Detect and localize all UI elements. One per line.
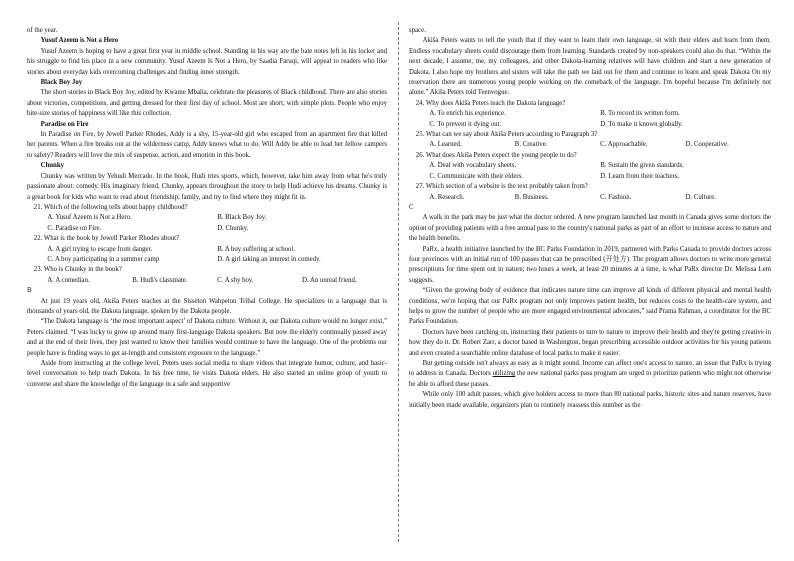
option-24b: B. To record its written form. [600,110,680,118]
question-26-options [409,161,771,171]
question-23-options [27,276,387,286]
question-24-stem: 24. Why does Akiša Peters teach the Dakota language? [415,99,566,107]
option-26d: D. Learn from their teachers. [600,172,680,180]
continuation-line: of the year. [27,27,58,34]
option-21a: A. Yusuf Azeem is Not a Hero. [47,214,132,222]
option-27a: A. Research. [429,193,465,201]
book-review-yusuf: Yusuf Azeem is hoping to have a great first year in middle school. Standing in his way are the hate notes left in his locker and his struggle to find his place in a new community. Yusuf Azeem Is Not a Hero, by Saadia Faruqi, will appeal to readers who like stories about everyday kids overcoming challenges and finding inner strength. [27,47,387,76]
question-21-stem: 21. Which of the following tells about happy childhood? [33,203,188,211]
option-23b: B. Hudi's classmate. [132,276,188,284]
option-22d: D. A girl taking an interest in comedy. [217,255,321,263]
question-23-stem: 23. Who is Chunky in the book? [33,266,122,274]
option-24c: C. To prevent it dying out. [429,120,502,128]
akisa-paragraph-4: Akiša Peters wants to tell the youth that if they want to learn their own language, sit with their elders and learn from them. Endless vocabulary sheets could discourage them from learning. Standards created by non-speakers could also do that. “Within the next decade, I assume, me, my colleagues, and other Dakota-learning relatives will have children and start a new generation of Dakota. I also hope my brothers and sisters will take the path we laid out for them and continue to learn and speak Dakota On my reservation there are numerous young people working on the comeback of the language. I'm hopeful because I'm definitely not alone.” Akiša Peters told Teenvogue. [409,37,771,97]
option-21c: C. Paradise on Fire. [47,224,102,232]
option-26c: C. Communicate with their elders. [429,172,524,180]
right-column [409,26,771,411]
question-26-stem: 26. What does Akiša Peters expect the young people to do? [415,151,577,159]
continuation-line-right: space. [409,27,426,34]
question-22-stem: 22. What is the book by Jewell Parker Rhodes about? [33,235,180,243]
question-22-options-2 [27,255,387,265]
option-25c: C. Approachable. [600,141,648,149]
question-24-options [409,109,771,119]
park-paragraph-5 [409,359,771,390]
question-27-options [409,193,771,203]
book-review-black-boy-joy: The short stories in Black Boy Joy, edited by Kwame Mbalia, celebrate the pleasures of Black childhood. There are also stories about victories, competitions, and getting dressed for their first day of school. Most are short, with simple plots. People who enjoy bite-size stories of happiness will like this collection. [27,89,387,118]
option-21b: B. Black Boy Joy. [217,214,267,222]
option-26b: B. Sustain the given standards. [600,162,685,170]
park-paragraph-2: PaRx, a health initiative launched by the BC Parks Foundation in 2019, partnered with Parks Canada to provide doctors across four provinces with an initial run of 100 passes that can be prescribed (开处方). The program allows doctors to write more general prescriptions for time spent out in nature; two hours a week, at least 20 minutes at a time, is what PaRx director Dr. Melissa Lem suggests. [409,245,771,284]
section-answer-c: C [409,203,414,211]
option-27b: B. Business. [514,193,549,201]
question-26-options-2 [409,172,771,182]
book-review-chunky: Chunky was written by Yehudi Mercado. In the book, Hudi tries sports, which, however, take him away from what he's truly passionate about: comedy. His imaginary friend, Chunky, appears throughout the story to help Hudi achieve his dreams. Chunky is a great book for kids who want to read about friendship, family, and try to find where they might fit in. [27,172,387,201]
option-25d: D. Cooperative. [685,141,729,149]
book-title-chunky: Chunky [40,162,65,170]
question-21-options [27,213,387,223]
question-22-options [27,245,387,255]
option-22c: C. A boy participating in a summer camp [47,255,160,263]
book-review-paradise: In Paradise on Fire, by Jewell Parker Rhodes, Addy is a shy, 15-year-old girl who escaped from an apartment fire that killed her parents. When a fire breaks out at the wilderness camp, Addy knows what to do. Will Addy be able to lead her fellow campers to safety? Readers will love the mix of suspense, action, and emotion in this book. [27,131,387,159]
option-25b: B. Creative. [514,141,548,149]
option-23c: C. A shy boy. [217,276,254,284]
book-title-paradise: Paradise on Fire [40,120,89,128]
option-22b: B. A boy suffering at school. [217,245,296,253]
column-divider [398,22,399,542]
option-24a: A. To enrich his experience. [429,110,506,118]
question-27-stem: 27. Which section of a website is the text probably taken from? [415,183,588,191]
option-24d: D. To make it known globally. [600,120,683,128]
akisa-paragraph-3: Aside from instructing at the college level, Peters uses social media to share videos that integrate humor, culture, and basic-level conversation to help teach Dakota. In his free time, he visits Dakota elders. He also started an online group of youth to converse and share the knowledge of the language in a safe and supportive [27,360,387,388]
park-paragraph-1: A walk in the park may be just what the doctor ordered. A new program launched last month in Canada gives some doctors the option of providing patients with a free annual pass to the country's national parks as part of an effort to increase access to nature and the health benefits. [409,214,771,243]
akisa-paragraph-2: “The Dakota language is ‘the most important aspect’ of Dakota culture. Without it, our Dakota culture would no longer exist,” Peters claimed. “I was lucky to grow up around many first-language Dakota speakers. But now the elderly continually passed away and at the end of their lives, they just wanted to know their families would continue to have the language. One of the problems our people have is finding ways to get at-length and consistent exposure to the language.” [27,318,387,357]
question-25-options [409,140,771,150]
book-title-black-boy-joy: Black Boy Joy [40,79,83,87]
question-21-options-2 [27,224,387,234]
park-paragraph-3: “Given the growing body of evidence that indicates nature time can improve all kinds of different physical and mental health conditions, we're hoping that our PaRx program not only improves patient health, but reduces costs to the health-care system, and helps to grow the number of people who are more engaged environmental advocates,” said Prama Rahman, a coordinator for the BC Parks Foundation. [409,287,771,326]
option-27d: D. Culture. [685,193,716,201]
option-23a: A. A comedian. [47,276,90,284]
question-24-options-2 [409,120,771,130]
option-27c: C. Fashion. [600,193,632,201]
option-23d: D. An unreal friend. [302,276,357,284]
section-answer-b: B [27,287,32,295]
park-paragraph-5-start: But getting outside isn't always as easy as it might sound. Income can affect one's access to nature, an issue that PaRx is trying to address in Canada. Doctors [409,360,771,378]
option-25a: A. Learned. [429,141,462,149]
option-26a: A. Deal with vocabulary sheets. [429,162,517,170]
left-column [27,26,387,390]
option-21d: D. Chunky. [217,224,249,232]
question-25-stem: 25. What can we say about Akiša Peters according to Paragraph 3? [415,131,598,139]
park-paragraph-4: Doctors have been catching on, instructing their patients to turn to nature to improve their health and they're getting creative in how they do it. Dr. Robert Zarr, a doctor based in Washington, began prescribing accessible outdoor activities for his young patients and even created a searchable online database of local parks to make it easier. [409,328,771,357]
book-title-yusuf: Yusuf Azeem is Not a Hero [40,37,119,45]
park-paragraph-6: While only 100 adult passes, which give holders access to more than 80 national parks, historic sites and nature reserves, have initially been made available, organizers plan to routinely reassess this number as the [409,391,771,409]
underlined-word-utilizing: utilizing [492,370,516,378]
park-paragraph-5-end: the new national parks pass program are urged to prioritize patients who might not otherwise be able to afford these passes. [409,370,771,388]
akisa-paragraph-1: At just 19 years old, Akiša Peters teaches at the Sisseton Wahpeton Tribal College. He specializes in a language that is thousands of years old, the Dakota language, spoken by the Dakota people. [27,297,387,315]
option-22a: A. A girl trying to escape from danger. [47,245,153,253]
